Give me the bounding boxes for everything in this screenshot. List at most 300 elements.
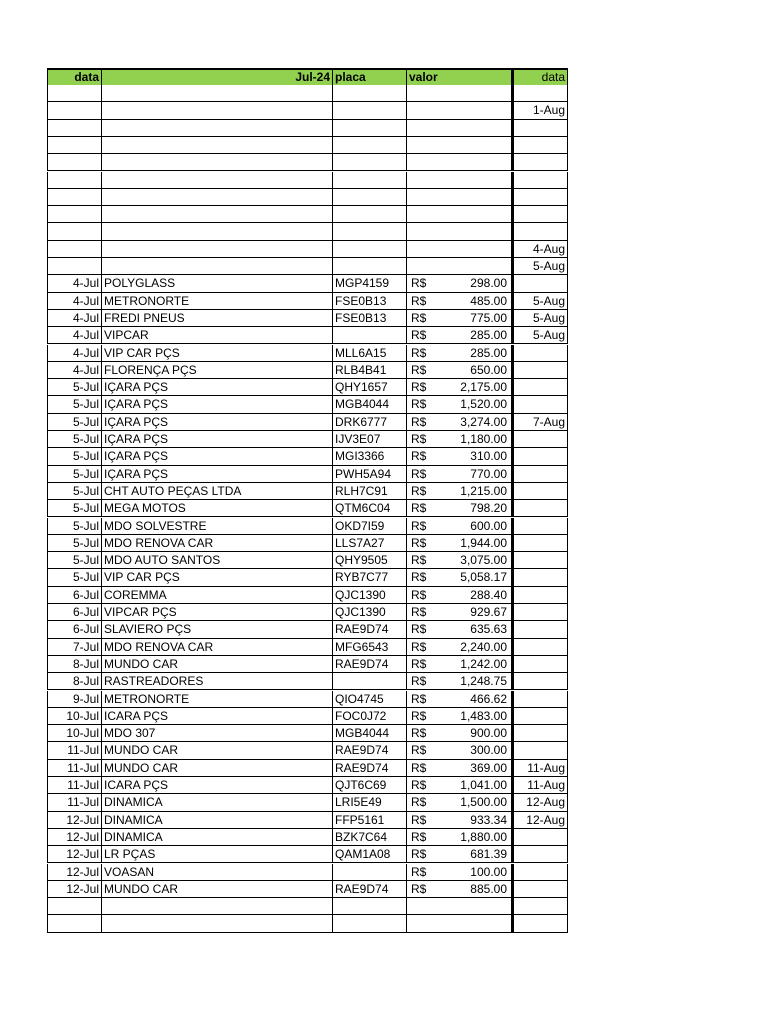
date2-cell[interactable]	[511, 189, 568, 206]
date-cell[interactable]: 6-Jul	[47, 621, 101, 638]
valor-cell[interactable]	[406, 362, 511, 379]
valor-cell[interactable]	[406, 241, 511, 258]
placa-cell[interactable]: MGI3366	[332, 448, 406, 465]
name-cell[interactable]	[101, 898, 332, 915]
valor-cell[interactable]	[406, 137, 511, 154]
date-cell[interactable]	[47, 898, 101, 915]
currency-symbol: R$	[411, 656, 427, 671]
currency-symbol: R$	[411, 293, 427, 308]
name-cell[interactable]: VIP CAR PÇS	[101, 345, 332, 362]
valor-cell[interactable]	[406, 466, 511, 483]
name-cell[interactable]: IÇARA PÇS	[101, 431, 332, 448]
name-cell[interactable]	[101, 189, 332, 206]
table-row	[47, 915, 568, 932]
name-cell[interactable]: MDO AUTO SANTOS	[101, 552, 332, 569]
date2-cell[interactable]: 12-Aug	[511, 794, 568, 811]
date2-cell[interactable]: 7-Aug	[511, 414, 568, 431]
name-cell[interactable]: IÇARA PÇS	[101, 448, 332, 465]
date2-cell[interactable]	[511, 345, 568, 362]
date-cell[interactable]: 4-Jul	[47, 293, 101, 310]
placa-cell[interactable]: RAE9D74	[332, 621, 406, 638]
valor-cell[interactable]	[406, 275, 511, 292]
date2-cell[interactable]	[511, 500, 568, 517]
date2-cell[interactable]	[511, 725, 568, 742]
valor-cell[interactable]	[406, 172, 511, 189]
date2-cell[interactable]	[511, 639, 568, 656]
date-cell[interactable]: 11-Jul	[47, 742, 101, 759]
date-cell[interactable]	[47, 223, 101, 240]
valor-cell[interactable]	[406, 864, 511, 881]
amount: 310.00	[470, 449, 507, 464]
date-cell[interactable]	[47, 172, 101, 189]
date2-cell[interactable]	[511, 569, 568, 586]
name-cell[interactable]	[101, 120, 332, 137]
valor-cell[interactable]	[406, 725, 511, 742]
valor-cell[interactable]	[406, 915, 511, 932]
table-row	[47, 518, 568, 535]
valor-cell[interactable]	[406, 569, 511, 586]
valor-cell[interactable]	[406, 431, 511, 448]
currency-symbol: R$	[411, 605, 427, 619]
placa-cell[interactable]: QTM6C04	[332, 500, 406, 517]
header-data[interactable]: data	[47, 70, 101, 85]
placa-cell[interactable]: MGB4044	[332, 725, 406, 742]
valor-cell[interactable]	[406, 639, 511, 656]
table-row	[47, 327, 568, 344]
date-cell[interactable]: 11-Jul	[47, 760, 101, 777]
placa-cell[interactable]: MFG6543	[332, 639, 406, 656]
name-cell[interactable]: MUNDO CAR	[101, 742, 332, 759]
table-row	[47, 466, 568, 483]
placa-cell[interactable]: FSE0B13	[332, 293, 406, 310]
date-cell[interactable]: 12-Jul	[47, 881, 101, 898]
placa-cell[interactable]: RLB4B41	[332, 362, 406, 379]
date2-cell[interactable]	[511, 587, 568, 604]
date2-cell[interactable]	[511, 621, 568, 638]
name-cell[interactable]	[101, 154, 332, 171]
placa-cell[interactable]: FOC0J72	[332, 708, 406, 725]
valor-cell[interactable]	[406, 154, 511, 171]
date2-cell[interactable]	[511, 915, 568, 932]
placa-cell[interactable]: MGP4159	[332, 275, 406, 292]
table-row	[47, 708, 568, 725]
date-cell[interactable]: 5-Jul	[47, 396, 101, 413]
date-cell[interactable]: 6-Jul	[47, 604, 101, 621]
date2-cell[interactable]	[511, 864, 568, 881]
date-cell[interactable]: 5-Jul	[47, 431, 101, 448]
valor-cell[interactable]	[406, 223, 511, 240]
placa-cell[interactable]: RAE9D74	[332, 742, 406, 759]
valor-cell[interactable]	[406, 691, 511, 708]
valor-cell[interactable]	[406, 794, 511, 811]
placa-cell[interactable]: QAM1A08	[332, 846, 406, 863]
valor-cell[interactable]	[406, 102, 511, 119]
date-cell[interactable]	[47, 915, 101, 932]
date2-cell[interactable]	[511, 275, 568, 292]
date2-cell[interactable]: 11-Aug	[511, 760, 568, 777]
currency-symbol: R$	[411, 587, 427, 602]
date-cell[interactable]	[47, 120, 101, 137]
date2-cell[interactable]	[511, 448, 568, 465]
placa-cell[interactable]	[332, 915, 406, 932]
placa-cell[interactable]	[332, 172, 406, 189]
valor-cell[interactable]	[406, 293, 511, 310]
table-row	[47, 154, 568, 171]
valor-cell[interactable]	[406, 258, 511, 275]
date-cell[interactable]: 5-Jul	[47, 414, 101, 431]
date-cell[interactable]	[47, 154, 101, 171]
date2-cell[interactable]	[511, 85, 568, 102]
name-cell[interactable]	[101, 258, 332, 275]
date2-cell[interactable]	[511, 518, 568, 535]
date2-cell[interactable]	[511, 396, 568, 413]
currency-symbol: R$	[411, 881, 427, 896]
date-cell[interactable]	[47, 241, 101, 258]
date-cell[interactable]: 12-Jul	[47, 829, 101, 846]
name-cell[interactable]	[101, 102, 332, 119]
date-cell[interactable]: 5-Jul	[47, 518, 101, 535]
date2-cell[interactable]: 5-Aug	[511, 258, 568, 275]
placa-cell[interactable]: QIO4745	[332, 691, 406, 708]
table-row	[47, 293, 568, 310]
name-cell[interactable]	[101, 137, 332, 154]
date2-cell[interactable]	[511, 431, 568, 448]
name-cell[interactable]: MDO 307	[101, 725, 332, 742]
date-cell[interactable]	[47, 85, 101, 102]
date-cell[interactable]: 4-Jul	[47, 275, 101, 292]
table-row	[47, 379, 568, 396]
date2-cell[interactable]: 5-Aug	[511, 293, 568, 310]
valor-cell[interactable]	[406, 621, 511, 638]
amount: 1,180.00	[460, 432, 507, 446]
table-row	[47, 448, 568, 465]
table-row	[47, 396, 568, 413]
placa-cell[interactable]: FFP5161	[332, 812, 406, 829]
placa-cell[interactable]	[332, 120, 406, 137]
date-cell[interactable]	[47, 189, 101, 206]
name-cell[interactable]: MEGA MOTOS	[101, 500, 332, 517]
date2-cell[interactable]: 5-Aug	[511, 310, 568, 327]
valor-cell[interactable]	[406, 604, 511, 621]
name-cell[interactable]: DINAMICA	[101, 812, 332, 829]
valor-cell[interactable]	[406, 483, 511, 500]
currency-symbol: R$	[411, 829, 427, 844]
placa-cell[interactable]	[332, 258, 406, 275]
date2-cell[interactable]: 5-Aug	[511, 327, 568, 344]
placa-cell[interactable]: RYB7C77	[332, 569, 406, 586]
amount: 2,175.00	[460, 380, 507, 395]
name-cell[interactable]: IÇARA PÇS	[101, 379, 332, 396]
valor-cell[interactable]	[406, 829, 511, 846]
name-cell[interactable]: VIPCAR PÇS	[101, 604, 332, 621]
name-cell[interactable]: MUNDO CAR	[101, 656, 332, 673]
amount: 900.00	[470, 726, 507, 741]
header-month[interactable]: Jul-24	[101, 70, 332, 85]
name-cell[interactable]: RASTREADORES	[101, 673, 332, 690]
date2-cell[interactable]: 1-Aug	[511, 102, 568, 119]
amount: 770.00	[470, 466, 507, 481]
valor-cell[interactable]	[406, 812, 511, 829]
date-cell[interactable]: 4-Jul	[47, 327, 101, 344]
placa-cell[interactable]: OKD7I59	[332, 518, 406, 535]
date2-cell[interactable]	[511, 656, 568, 673]
name-cell[interactable]	[101, 85, 332, 102]
date2-cell[interactable]	[511, 673, 568, 690]
placa-cell[interactable]: RAE9D74	[332, 881, 406, 898]
date2-cell[interactable]	[511, 742, 568, 759]
name-cell[interactable]: DINAMICA	[101, 829, 332, 846]
name-cell[interactable]: VIP CAR PÇS	[101, 569, 332, 586]
date-cell[interactable]: 5-Jul	[47, 483, 101, 500]
valor-cell[interactable]	[406, 587, 511, 604]
date-cell[interactable]: 12-Jul	[47, 812, 101, 829]
date2-cell[interactable]	[511, 898, 568, 915]
placa-cell[interactable]	[332, 189, 406, 206]
currency-symbol: R$	[411, 414, 427, 429]
placa-cell[interactable]: BZK7C64	[332, 829, 406, 846]
valor-cell[interactable]	[406, 656, 511, 673]
valor-cell[interactable]	[406, 206, 511, 223]
date-cell[interactable]: 5-Jul	[47, 500, 101, 517]
placa-cell[interactable]: QJC1390	[332, 604, 406, 621]
valor-cell[interactable]	[406, 448, 511, 465]
placa-cell[interactable]	[332, 102, 406, 119]
table-row	[47, 864, 568, 881]
date2-cell[interactable]	[511, 172, 568, 189]
placa-cell[interactable]: MGB4044	[332, 396, 406, 413]
placa-cell[interactable]	[332, 241, 406, 258]
placa-cell[interactable]	[332, 154, 406, 171]
date2-cell[interactable]	[511, 483, 568, 500]
table-row	[47, 829, 568, 846]
valor-cell[interactable]	[406, 742, 511, 759]
valor-cell[interactable]	[406, 881, 511, 898]
date-cell[interactable]: 4-Jul	[47, 310, 101, 327]
placa-cell[interactable]: DRK6777	[332, 414, 406, 431]
amount: 1,215.00	[460, 483, 507, 498]
valor-cell[interactable]	[406, 414, 511, 431]
table-row	[47, 587, 568, 604]
name-cell[interactable]	[101, 172, 332, 189]
date-cell[interactable]: 12-Jul	[47, 864, 101, 881]
header-placa[interactable]: placa	[332, 70, 406, 85]
placa-cell[interactable]: LLS7A27	[332, 535, 406, 552]
table-row	[47, 500, 568, 517]
name-cell[interactable]	[101, 223, 332, 240]
placa-cell[interactable]	[332, 137, 406, 154]
date-cell[interactable]: 11-Jul	[47, 777, 101, 794]
currency-symbol: R$	[411, 553, 427, 568]
header-valor[interactable]: valor	[406, 70, 511, 85]
date2-cell[interactable]	[511, 362, 568, 379]
valor-cell[interactable]	[406, 327, 511, 344]
table-row	[47, 120, 568, 137]
name-cell[interactable]: MDO RENOVA CAR	[101, 535, 332, 552]
placa-cell[interactable]: QJC1390	[332, 587, 406, 604]
placa-cell[interactable]: MLL6A15	[332, 345, 406, 362]
name-cell[interactable]: FREDI PNEUS	[101, 310, 332, 327]
table-row	[47, 102, 568, 119]
placa-cell[interactable]	[332, 85, 406, 102]
date-cell[interactable]	[47, 206, 101, 223]
placa-cell[interactable]: RAE9D74	[332, 656, 406, 673]
placa-cell[interactable]	[332, 864, 406, 881]
name-cell[interactable]: METRONORTE	[101, 293, 332, 310]
date-cell[interactable]: 5-Jul	[47, 379, 101, 396]
valor-cell[interactable]	[406, 708, 511, 725]
table-row	[47, 777, 568, 794]
name-cell[interactable]	[101, 915, 332, 932]
currency-symbol: R$	[411, 812, 427, 827]
date2-cell[interactable]	[511, 708, 568, 725]
date2-cell[interactable]	[511, 137, 568, 154]
date2-cell[interactable]	[511, 846, 568, 863]
amount: 3,075.00	[460, 553, 507, 568]
date-cell[interactable]: 5-Jul	[47, 535, 101, 552]
valor-cell[interactable]	[406, 552, 511, 569]
date2-cell[interactable]	[511, 691, 568, 708]
currency-symbol: R$	[411, 501, 427, 516]
name-cell[interactable]: FLORENÇA PÇS	[101, 362, 332, 379]
placa-cell[interactable]	[332, 206, 406, 223]
date-cell[interactable]	[47, 102, 101, 119]
valor-cell[interactable]	[406, 673, 511, 690]
date-cell[interactable]: 6-Jul	[47, 587, 101, 604]
valor-cell[interactable]	[406, 535, 511, 552]
table-row	[47, 345, 568, 362]
valor-cell[interactable]	[406, 777, 511, 794]
date2-cell[interactable]	[511, 206, 568, 223]
placa-cell[interactable]: RAE9D74	[332, 760, 406, 777]
placa-cell[interactable]	[332, 327, 406, 344]
placa-cell[interactable]: RLH7C91	[332, 483, 406, 500]
valor-cell[interactable]	[406, 85, 511, 102]
placa-cell[interactable]	[332, 898, 406, 915]
date-cell[interactable]: 5-Jul	[47, 552, 101, 569]
valor-cell[interactable]	[406, 760, 511, 777]
date-cell[interactable]	[47, 258, 101, 275]
date2-cell[interactable]	[511, 379, 568, 396]
placa-cell[interactable]: FSE0B13	[332, 310, 406, 327]
date-cell[interactable]: 5-Jul	[47, 448, 101, 465]
table-row	[47, 621, 568, 638]
date2-cell[interactable]	[511, 552, 568, 569]
date-cell[interactable]: 4-Jul	[47, 362, 101, 379]
date2-cell[interactable]	[511, 223, 568, 240]
placa-cell[interactable]: PWH5A94	[332, 466, 406, 483]
date2-cell[interactable]	[511, 604, 568, 621]
placa-cell[interactable]	[332, 673, 406, 690]
name-cell[interactable]: VOASAN	[101, 864, 332, 881]
valor-cell[interactable]	[406, 396, 511, 413]
valor-cell[interactable]	[406, 898, 511, 915]
valor-cell[interactable]	[406, 518, 511, 535]
name-cell[interactable]: DINAMICA	[101, 794, 332, 811]
date-cell[interactable]: 5-Jul	[47, 569, 101, 586]
name-cell[interactable]: MDO SOLVESTRE	[101, 518, 332, 535]
date2-cell[interactable]	[511, 154, 568, 171]
date2-cell[interactable]	[511, 535, 568, 552]
valor-cell[interactable]	[406, 345, 511, 362]
amount: 1,944.00	[460, 535, 507, 550]
name-cell[interactable]: ICARA PÇS	[101, 777, 332, 794]
date-cell[interactable]: 4-Jul	[47, 345, 101, 362]
date-cell[interactable]: 9-Jul	[47, 691, 101, 708]
placa-cell[interactable]: IJV3E07	[332, 431, 406, 448]
valor-cell[interactable]	[406, 120, 511, 137]
date2-cell[interactable]	[511, 881, 568, 898]
name-cell[interactable]	[101, 206, 332, 223]
currency-symbol: R$	[411, 466, 427, 481]
date2-cell[interactable]	[511, 120, 568, 137]
name-cell[interactable]: MUNDO CAR	[101, 760, 332, 777]
valor-cell[interactable]	[406, 500, 511, 517]
header-data-2[interactable]: data	[511, 70, 568, 85]
date-cell[interactable]: 11-Jul	[47, 794, 101, 811]
currency-symbol: R$	[411, 639, 427, 654]
name-cell[interactable]: METRONORTE	[101, 691, 332, 708]
date-cell[interactable]	[47, 137, 101, 154]
valor-cell[interactable]	[406, 379, 511, 396]
table-row	[47, 414, 568, 431]
name-cell[interactable]: COREMMA	[101, 587, 332, 604]
date-cell[interactable]: 10-Jul	[47, 708, 101, 725]
name-cell[interactable]: CHT AUTO PEÇAS LTDA	[101, 483, 332, 500]
date-cell[interactable]: 8-Jul	[47, 656, 101, 673]
amount: 5,058.17	[460, 570, 507, 585]
valor-cell[interactable]	[406, 189, 511, 206]
table-row	[47, 362, 568, 379]
date2-cell[interactable]: 11-Aug	[511, 777, 568, 794]
date2-cell[interactable]	[511, 466, 568, 483]
placa-cell[interactable]	[332, 223, 406, 240]
name-cell[interactable]: ICARA PÇS	[101, 708, 332, 725]
name-cell[interactable]: SLAVIERO PÇS	[101, 621, 332, 638]
placa-cell[interactable]: QHY1657	[332, 379, 406, 396]
name-cell[interactable]	[101, 241, 332, 258]
currency-symbol: R$	[411, 674, 427, 689]
name-cell[interactable]: IÇARA PÇS	[101, 466, 332, 483]
amount: 1,500.00	[460, 795, 507, 810]
name-cell[interactable]: IÇARA PÇS	[101, 396, 332, 413]
date-cell[interactable]: 12-Jul	[47, 846, 101, 863]
name-cell[interactable]: IÇARA PÇS	[101, 414, 332, 431]
name-cell[interactable]: LR PÇAS	[101, 846, 332, 863]
currency-symbol: R$	[411, 760, 427, 775]
date-cell[interactable]: 8-Jul	[47, 673, 101, 690]
date2-cell[interactable]	[511, 829, 568, 846]
name-cell[interactable]: MDO RENOVA CAR	[101, 639, 332, 656]
amount: 775.00	[470, 310, 507, 325]
valor-cell[interactable]	[406, 310, 511, 327]
date-cell[interactable]: 10-Jul	[47, 725, 101, 742]
currency-symbol: R$	[411, 380, 427, 395]
placa-cell[interactable]: QHY9505	[332, 552, 406, 569]
date-cell[interactable]: 7-Jul	[47, 639, 101, 656]
table-row	[47, 881, 568, 898]
placa-cell[interactable]: LRI5E49	[332, 794, 406, 811]
table-row	[47, 137, 568, 154]
date-cell[interactable]: 5-Jul	[47, 466, 101, 483]
valor-cell[interactable]	[406, 846, 511, 863]
name-cell[interactable]: MUNDO CAR	[101, 881, 332, 898]
date2-cell[interactable]: 12-Aug	[511, 812, 568, 829]
date2-cell[interactable]: 4-Aug	[511, 241, 568, 258]
table-row	[47, 223, 568, 240]
name-cell[interactable]: POLYGLASS	[101, 275, 332, 292]
name-cell[interactable]: VIPCAR	[101, 327, 332, 344]
placa-cell[interactable]: QJT6C69	[332, 777, 406, 794]
